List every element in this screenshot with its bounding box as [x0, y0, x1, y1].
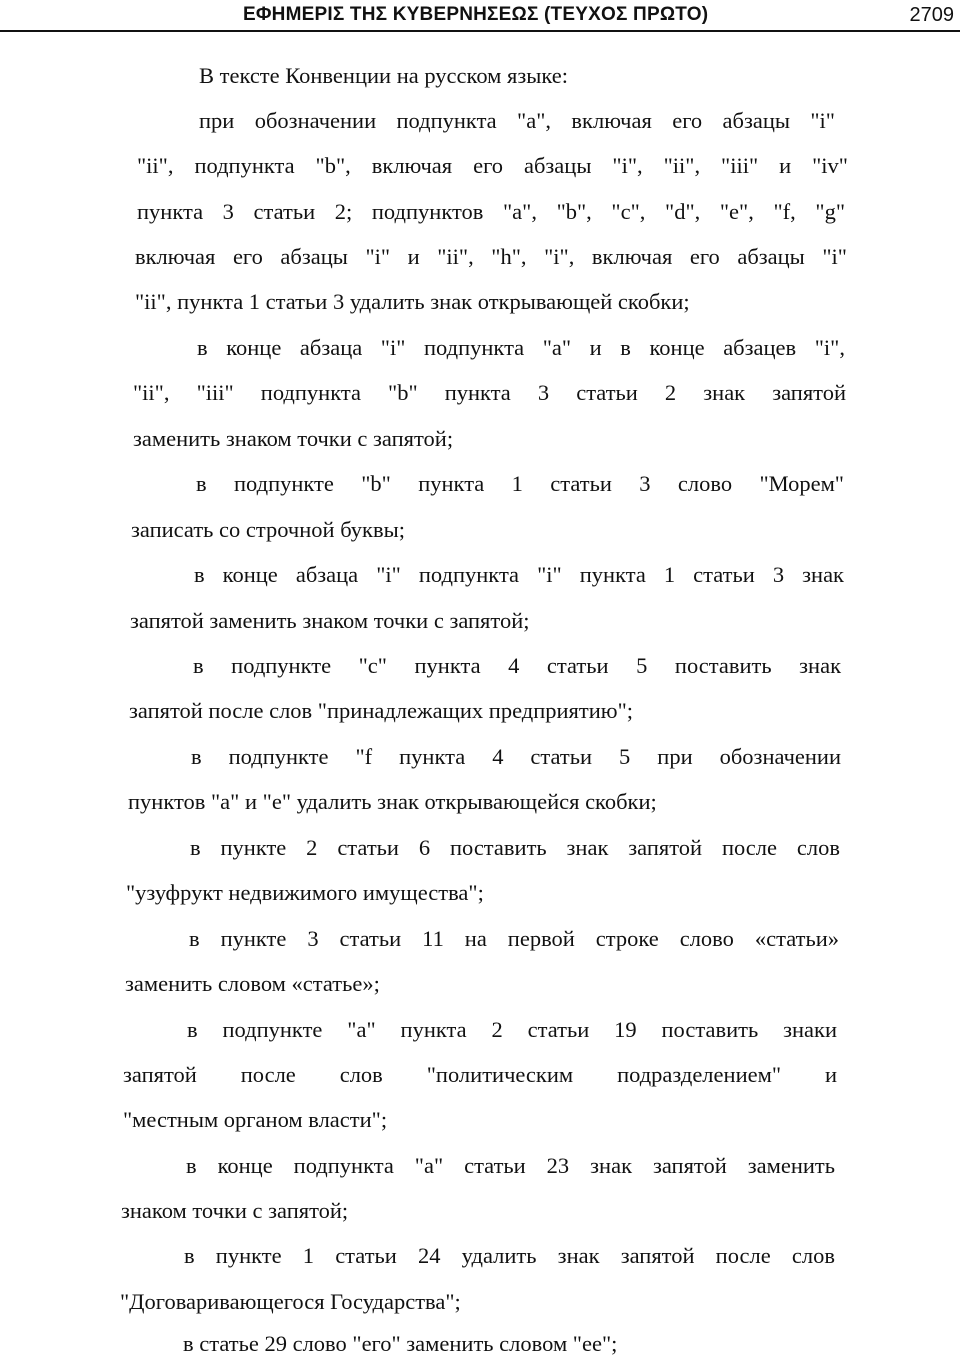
- text-line: при обозначении подпункта "a", включая его абзацы "i": [199, 108, 835, 133]
- text-line: запятой заменить знаком точки с запятой;: [130, 608, 530, 633]
- gazette-header-title: ΕΦΗΜΕΡΙΣ ΤΗΣ ΚΥΒΕΡΝΗΣΕΩΣ (ΤΕΥΧΟΣ ΠΡΩΤΟ): [243, 4, 709, 25]
- text-line: запятой после слов "политическим подразделением" и: [123, 1062, 837, 1087]
- text-line: пункта 3 статьи 2; подпунктов "a", "b", "c", "d", "e", "f, "g": [137, 199, 845, 224]
- text-line: "ii", пункта 1 статьи 3 удалить знак открывающей скобки;: [135, 289, 690, 314]
- text-line: заменить словом «статье»;: [125, 971, 380, 996]
- page-header: [0, 0, 960, 32]
- text-line: "местным органом власти";: [123, 1107, 388, 1132]
- text-line: "ii", "iii" подпункта "b" пункта 3 статьи 2 знак запятой: [133, 380, 846, 405]
- text-line: в конце абзаца "i" подпункта "a" и в конце абзацев "i",: [197, 335, 845, 360]
- text-line: знаком точки с запятой;: [121, 1198, 349, 1223]
- text-line: в пункте 2 статьи 6 поставить знак запятой после слов: [190, 835, 840, 860]
- text-line: включая его абзацы "i" и "ii", "h", "i", включая его абзацы "i": [135, 244, 847, 269]
- text-line: В тексте Конвенции на русском языке:: [199, 63, 568, 88]
- text-line: в конце подпункта "a" статьи 23 знак запятой заменить: [186, 1153, 835, 1178]
- text-line: в подпункте "f пункта 4 статьи 5 при обозначении: [191, 744, 841, 769]
- text-line: в подпункте "b" пункта 1 статьи 3 слово "Морем": [196, 471, 844, 496]
- text-line: запятой после слов "принадлежащих предприятию";: [129, 698, 634, 723]
- text-line: в подпункте "a" пункта 2 статьи 19 поставить знаки: [187, 1017, 837, 1042]
- text-line: "ii", подпункта "b", включая его абзацы "i", "ii", "iii" и "iv": [137, 153, 848, 178]
- text-line: в конце абзаца "i" подпункта "i" пункта 1 статьи 3 знак: [194, 562, 844, 587]
- text-line: в подпункте "c" пункта 4 статьи 5 поставить знак: [193, 653, 841, 678]
- page-number: 2709: [909, 4, 954, 26]
- text-line: в пункте 3 статьи 11 на первой строке слово «статьи»: [189, 926, 839, 951]
- text-line: "Договаривающегося Государства";: [120, 1289, 461, 1314]
- text-line: в пункте 1 статьи 24 удалить знак запятой после слов: [184, 1243, 835, 1268]
- text-line: в статье 29 слово "его" заменить словом "ее";: [183, 1331, 618, 1356]
- text-line: заменить знаком точки с запятой;: [133, 426, 454, 451]
- text-line: записать со строчной буквы;: [131, 517, 405, 542]
- text-line: пунктов "a" и "e" удалить знак открывающейся скобки;: [128, 789, 657, 814]
- text-line: "узуфрукт недвижимого имущества";: [126, 880, 484, 905]
